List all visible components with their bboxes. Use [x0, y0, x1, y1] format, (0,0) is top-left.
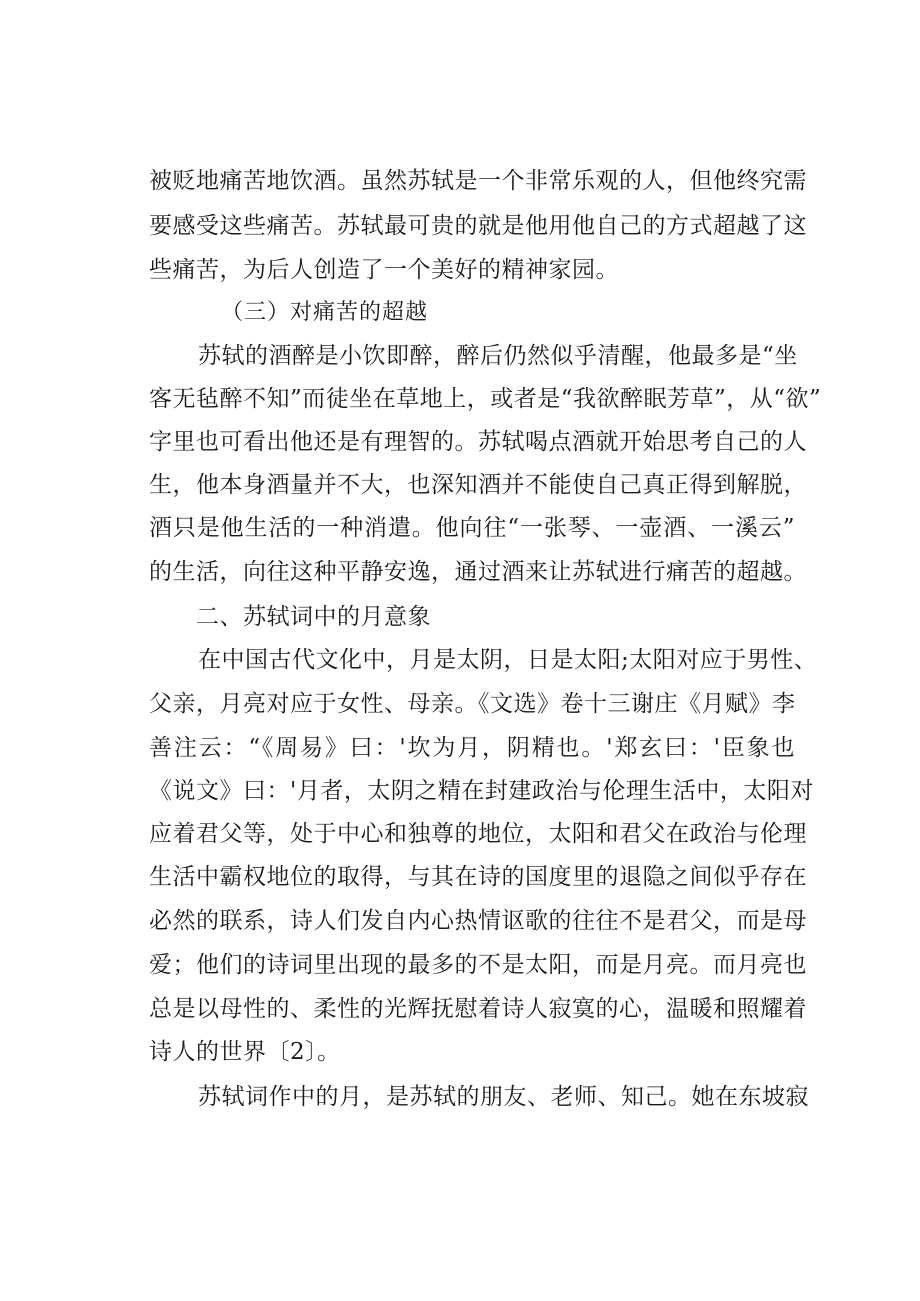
paragraph-line: 苏轼的酒醉是小饮即醉，醉后仍然似乎清醒，他最多是“坐	[198, 343, 798, 369]
paragraph-line: 生活中霸权地位的取得，与其在诗的国度里的退隐之间似乎存在	[149, 864, 807, 890]
paragraph-line: 生，他本身酒量并不大，也深知酒并不能使自己真正得到解脱，	[149, 472, 807, 498]
paragraph-line: 在中国古代文化中，月是太阴，日是太阳;太阳对应于男性、	[198, 647, 818, 673]
paragraph-line: 苏轼词作中的月，是苏轼的朋友、老师、知己。她在东坡寂	[198, 1084, 809, 1110]
paragraph-line: 被贬地痛苦地饮酒。虽然苏轼是一个非常乐观的人，但他终究需	[149, 168, 807, 194]
paragraph-line: 诗人的世界〔2〕。	[149, 1039, 341, 1065]
paragraph-line: 爱；他们的诗词里出现的最多的不是太阳，而是月亮。而月亮也	[149, 952, 807, 978]
paragraph-line: 必然的联系，诗人们发自内心热情讴歌的往往不是君父，而是母	[149, 908, 807, 934]
paragraph-line: 应着君父等，处于中心和独尊的地位，太阳和君父在政治与伦理	[149, 821, 807, 847]
paragraph-line: 些痛苦，为后人创造了一个美好的精神家园。	[149, 257, 619, 283]
paragraph-line: 酒只是他生活的一种消遣。他向往“一张琴、一壶酒、一溪云”	[149, 515, 795, 541]
paragraph-line: 父亲，月亮对应于女性、母亲。《文选》卷十三谢庄《月赋》李	[149, 691, 796, 717]
paragraph-line: 总是以母性的、柔性的光辉抚慰着诗人寂寞的心，温暖和照耀着	[149, 996, 807, 1022]
paragraph-line: 要感受这些痛苦。苏轼最可贵的就是他用他自己的方式超越了这	[149, 213, 807, 239]
paragraph-line: 客无毡醉不知”而徒坐在草地上，或者是“我欲醉眠芳草”，从“欲”	[149, 386, 822, 412]
paragraph-line: 《说文》曰：'月者，太阴之精在封建政治与伦理生活中，太阳对	[149, 778, 814, 804]
section-title: 二、苏轼词中的月意象	[196, 604, 431, 630]
paragraph-line: 善注云：“《周易》曰：'坎为月，阴精也。'郑玄曰：'臣象也	[149, 735, 795, 761]
subsection-title: （三）对痛苦的超越	[221, 300, 429, 325]
paragraph-line: 字里也可看出他还是有理智的。苏轼喝点酒就开始思考自己的人	[149, 429, 807, 455]
paragraph-line: 的生活，向往这种平静安逸，通过酒来让苏轼进行痛苦的超越。	[149, 559, 807, 585]
